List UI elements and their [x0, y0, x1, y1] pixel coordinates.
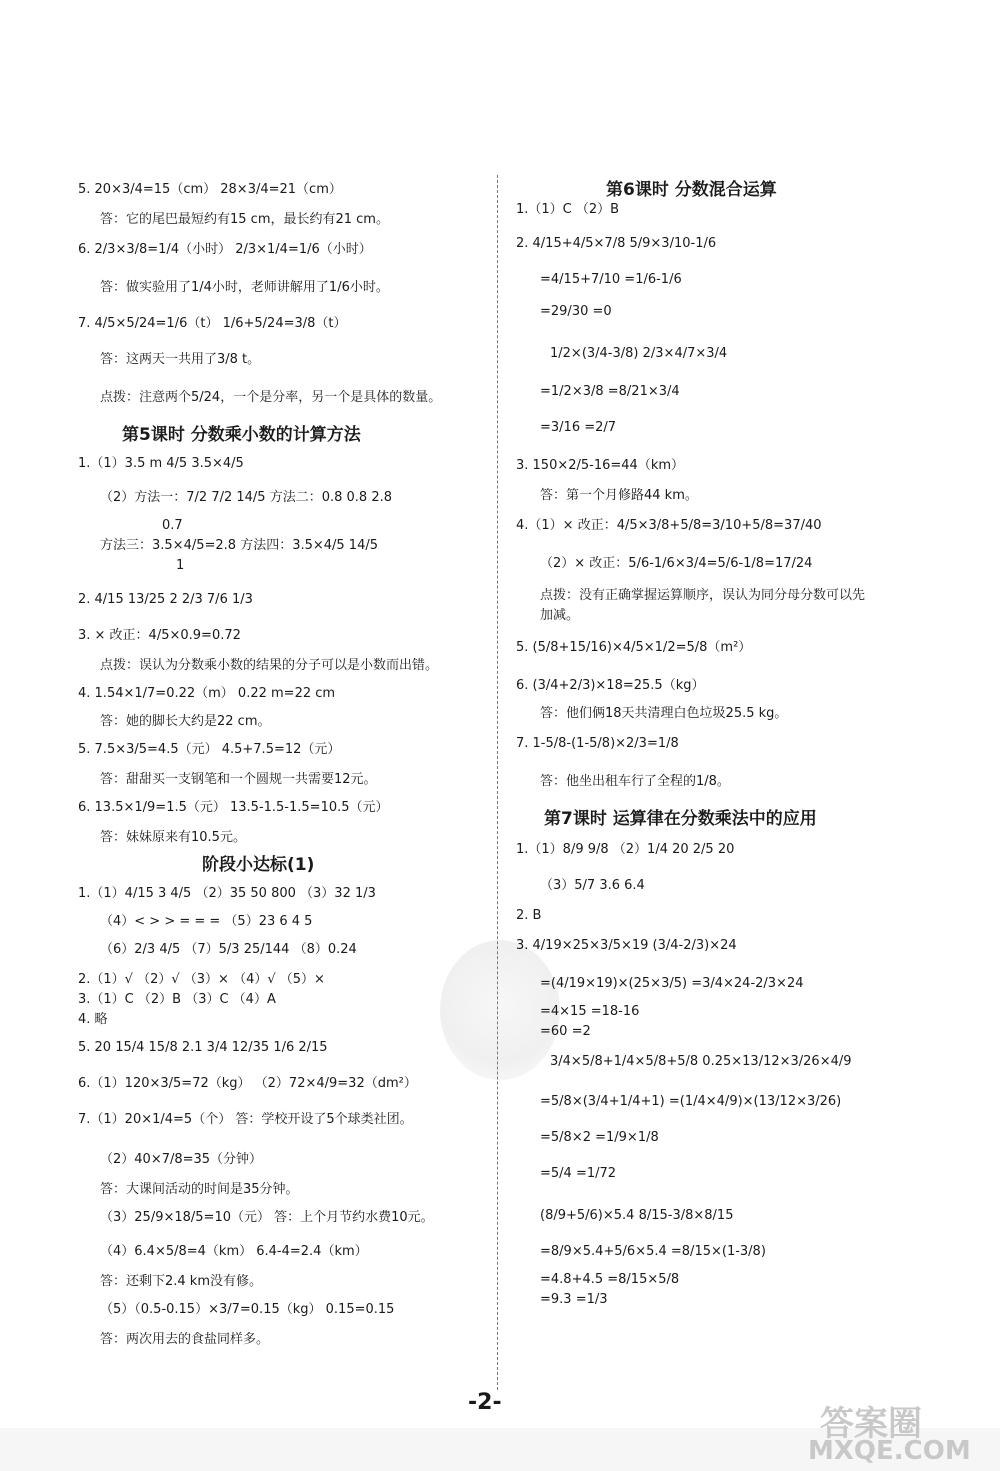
s7-line: =(4/19×19)×(25×3/5) =3/4×24-2/3×24	[540, 976, 804, 991]
s7-line: =4.8+4.5 =8/15×5/8	[540, 1272, 680, 1287]
stage-line: （3）25/9×18/5=10（元） 答：上个月节约水费10元。	[100, 1210, 434, 1225]
s5-line: 0.7	[162, 518, 183, 533]
s7-line: =4×15 =18-16	[540, 1004, 640, 1019]
s6-line: 1.（1）C （2）B	[516, 202, 620, 217]
stage-line: 4. 略	[78, 1012, 108, 1027]
stage-line: （5）（0.5-0.15）×3/7=0.15（kg） 0.15=0.15	[100, 1302, 395, 1317]
top-margin	[0, 0, 1000, 70]
stage-title: 阶段小达标(1)	[202, 855, 315, 875]
section-6-title: 第6课时 分数混合运算	[606, 180, 777, 200]
s7-line: =5/8×(3/4+1/4+1) =(1/4×4/9)×(13/12×3/26)	[540, 1094, 842, 1109]
s5-line: 答：甜甜买一支钢笔和一个圆规一共需要12元。	[100, 772, 377, 787]
stage-line: 5. 20 15/4 15/8 2.1 3/4 12/35 1/6 2/15	[78, 1040, 328, 1055]
s5-line: 方法三：3.5×4/5=2.8 方法四：3.5×4/5 14/5	[100, 538, 379, 553]
s7-line: =9.3 =1/3	[540, 1292, 608, 1307]
s6-line: =1/2×3/8 =8/21×3/4	[540, 384, 680, 399]
stage-line: （4）6.4×5/8=4（km） 6.4-4=2.4（km）	[100, 1244, 368, 1259]
s6-line: 1/2×(3/4-3/8) 2/3×4/7×3/4	[550, 346, 728, 361]
s6-line: 7. 1-5/8-(1-5/8)×2/3=1/8	[516, 736, 679, 751]
s5-line: 5. 7.5×3/5=4.5（元） 4.5+7.5=12（元）	[78, 742, 341, 757]
s5-line: 点拨：误认为分数乘小数的结果的分子可以是小数而出错。	[100, 658, 439, 673]
stage-line: 7.（1）20×1/4=5（个） 答：学校开设了5个球类社团。	[78, 1112, 413, 1127]
s6-line: =3/16 =2/7	[540, 420, 617, 435]
s5-line: 答：她的脚长大约是22 cm。	[100, 714, 271, 729]
s7-line: =5/8×2 =1/9×1/8	[540, 1130, 659, 1145]
page-number: -2-	[468, 1390, 502, 1415]
s7-line: 3. 4/19×25×3/5×19 (3/4-2/3)×24	[516, 938, 737, 953]
s6-line: 答：他坐出租车行了全程的1/8。	[540, 774, 730, 789]
s5-line: 2. 4/15 13/25 2 2/3 7/6 1/3	[78, 592, 253, 607]
section-5-title: 第5课时 分数乘小数的计算方法	[122, 425, 361, 445]
s6-line: 5. (5/8+15/16)×4/5×1/2=5/8（m²）	[516, 640, 752, 655]
stage-line: 6.（1）120×3/5=72（kg） （2）72×4/9=32（dm²）	[78, 1076, 417, 1091]
stage-line: 答：还剩下2.4 km没有修。	[100, 1274, 262, 1289]
s7-line: (8/9+5/6)×5.4 8/15-3/8×8/15	[540, 1208, 734, 1223]
s7-line: （3）5/7 3.6 6.4	[540, 878, 645, 893]
watermark-brand: 答案圈	[820, 1404, 922, 1444]
s7-line: =8/9×5.4+5/6×5.4 =8/15×(1-3/8)	[540, 1244, 766, 1259]
s6-line: =29/30 =0	[540, 304, 612, 319]
stage-line: （4）< > > = = = （5）23 6 4 5	[100, 914, 313, 929]
stage-line: （2）40×7/8=35（分钟）	[100, 1152, 263, 1167]
s5-line: （2）方法一：7/2 7/2 14/5 方法二：0.8 0.8 2.8	[100, 490, 392, 505]
s6-line: 加减。	[540, 608, 580, 623]
s6-line: （2）× 改正：5/6-1/6×3/4=5/6-1/8=17/24	[540, 556, 813, 571]
s6-line: 点拨：没有正确掌握运算顺序，误认为同分母分数可以先	[540, 588, 866, 603]
stage-line: （6）2/3 4/5 （7）5/3 25/144 （8）0.24	[100, 942, 357, 957]
left-item-6: 6. 2/3×3/8=1/4（小时） 2/3×1/4=1/6（小时）	[78, 242, 372, 257]
s5-line: 6. 13.5×1/9=1.5（元） 13.5-1.5-1.5=10.5（元）	[78, 800, 389, 815]
s7-line: 1.（1）8/9 9/8 （2）1/4 20 2/5 20	[516, 842, 735, 857]
left-item-6-answer: 答：做实验用了1/4小时，老师讲解用了1/6小时。	[100, 280, 389, 295]
stage-line: 3.（1）C （2）B （3）C （4）A	[78, 992, 276, 1007]
column-divider	[497, 175, 499, 1390]
s5-line: 1	[176, 558, 185, 573]
s7-line: =60 =2	[540, 1024, 591, 1039]
stage-line: 2.（1）√ （2）√ （3）× （4）√ （5）×	[78, 972, 325, 987]
s6-line: 4.（1）× 改正：4/5×3/8+5/8=3/10+5/8=37/40	[516, 518, 822, 533]
stage-line: 答：两次用去的食盐同样多。	[100, 1332, 270, 1347]
s7-line: =5/4 =1/72	[540, 1166, 617, 1181]
s5-line: 答：妹妹原来有10.5元。	[100, 830, 246, 845]
left-tip: 点拨：注意两个5/24，一个是分率，另一个是具体的数量。	[100, 390, 442, 405]
section-7-title: 第7课时 运算律在分数乘法中的应用	[544, 809, 817, 829]
left-item-5: 5. 20×3/4=15（cm） 28×3/4=21（cm）	[78, 182, 342, 197]
s6-line: =4/15+7/10 =1/6-1/6	[540, 272, 682, 287]
stage-line: 1.（1）4/15 3 4/5 （2）35 50 800 （3）32 1/3	[78, 886, 376, 901]
s7-line: 3/4×5/8+1/4×5/8+5/8 0.25×13/12×3/26×4/9	[550, 1054, 852, 1069]
s5-line: 4. 1.54×1/7=0.22（m） 0.22 m=22 cm	[78, 686, 336, 701]
left-item-5-answer: 答：它的尾巴最短约有15 cm，最长约有21 cm。	[100, 212, 389, 227]
s6-line: 6. (3/4+2/3)×18=25.5（kg）	[516, 678, 705, 693]
s7-line: 2. B	[516, 908, 542, 923]
left-item-7-answer: 答：这两天一共用了3/8 t。	[100, 352, 261, 367]
s5-line: 3. × 改正：4/5×0.9=0.72	[78, 628, 241, 643]
left-item-7: 7. 4/5×5/24=1/6（t） 1/6+5/24=3/8（t）	[78, 316, 347, 331]
s6-line: 答：他们俩18天共清理白色垃圾25.5 kg。	[540, 706, 788, 721]
s6-line: 答：第一个月修路44 km。	[540, 488, 698, 503]
stage-line: 答：大课间活动的时间是35分钟。	[100, 1182, 299, 1197]
s6-line: 2. 4/15+4/5×7/8 5/9×3/10-1/6	[516, 236, 717, 251]
s6-line: 3. 150×2/5-16=44（km）	[516, 458, 685, 473]
s5-line: 1.（1）3.5 m 4/5 3.5×4/5	[78, 456, 244, 471]
watermark-url: MXQE.COM	[808, 1436, 971, 1466]
